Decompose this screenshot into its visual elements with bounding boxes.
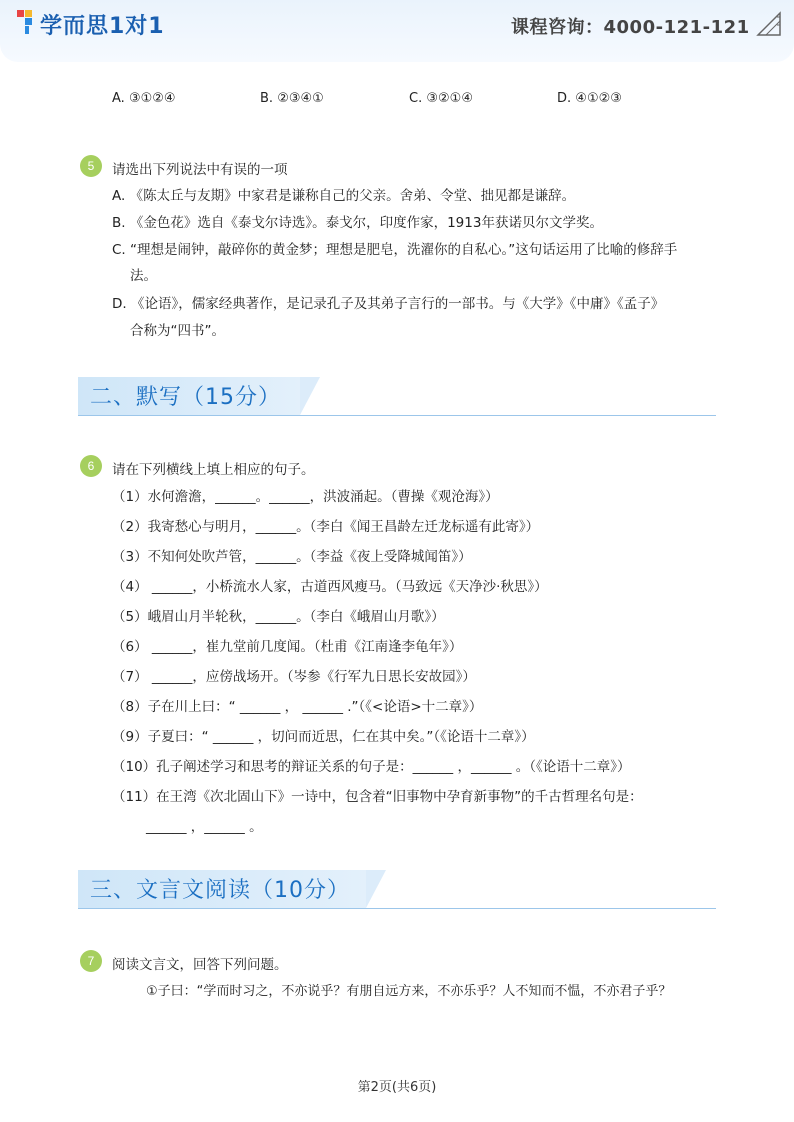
section-header-classical-reading	[78, 870, 716, 910]
section-header-dictation	[78, 377, 716, 417]
option-value: ④①②③	[575, 91, 622, 106]
option-value: ②③④①	[277, 91, 324, 106]
hotline-text: 课程咨询：4000-121-121	[511, 17, 750, 38]
option-value: ③②①④	[426, 91, 473, 106]
option-label: A.	[112, 91, 125, 106]
question-title: 请在下列横线上填上相应的句子。	[112, 462, 315, 478]
question-title: 请选出下列说法中有误的一项	[112, 162, 288, 178]
option-label: B.	[260, 91, 274, 106]
question-number-badge: 7	[80, 950, 102, 972]
section-band-corner	[366, 870, 386, 908]
q5-option-a: A. 《陈太丘与友期》中家君是谦称自己的父亲。舍弟、令堂、拙见都是谦辞。	[112, 188, 576, 204]
fill-line-5: （5）峨眉山月半轮秋，______。（李白《峨眉山月歌》）	[112, 609, 445, 625]
ruler-triangle-icon	[756, 11, 782, 37]
section-band-corner	[300, 377, 320, 415]
page-number: 第2页(共6页)	[357, 1080, 437, 1095]
fill-line-11-blanks: ______ ，______ 。	[146, 819, 263, 835]
fill-line-10: （10）孔子阐述学习和思考的辩证关系的句子是：______ ，______ 。（《论语十二章》）	[112, 759, 631, 775]
fill-line-11: （11）在王湾《次北固山下》一诗中，包含着“旧事物中孕育新事物”的千古哲理名句是：	[112, 789, 643, 805]
q5-option-d: D. 《论语》，儒家经典著作，是记录孔子及其弟子言行的一部书。与《大学》《中庸》《孟子》	[112, 296, 665, 312]
question-title: 阅读文言文，回答下列问题。	[112, 957, 288, 973]
q5-option-c-cont: 法。	[130, 268, 157, 284]
option-label: C.	[409, 91, 423, 106]
section-rule	[78, 908, 716, 909]
option-label: D.	[557, 91, 572, 106]
fill-line-7: （7） ______，应傍战场开。（岑参《行军九日思长安故园》）	[112, 669, 476, 685]
option-c	[409, 91, 473, 106]
q5-option-d-cont: 合称为“四书”。	[130, 323, 225, 339]
fill-line-6: （6） ______，崔九堂前几度闻。（杜甫《江南逢李龟年》）	[112, 639, 463, 655]
page-header	[0, 0, 794, 62]
fill-line-4: （4） ______，小桥流水人家，古道西风瘦马。（马致远《天净沙·秋思》）	[112, 579, 548, 595]
question-number-badge: 6	[80, 455, 102, 477]
classical-text-line: ①子曰：“学而时习之，不亦说乎？有朋自远方来，不亦乐乎？人不知而不愠，不亦君子乎？	[146, 984, 672, 999]
option-a	[112, 91, 176, 106]
section-title: 二、默写（15分）	[90, 385, 281, 410]
option-b	[260, 91, 324, 106]
fill-line-9: （9）子夏曰：“ ______ ，切问而近思，仁在其中矣。”（《论语十二章》）	[112, 729, 535, 745]
brand-name: 学而思1对1	[40, 14, 165, 39]
brand-logo-icon	[14, 8, 36, 36]
fill-line-2: （2）我寄愁心与明月，______。（李白《闻王昌龄左迁龙标遥有此寄》）	[112, 519, 540, 535]
section-title: 三、文言文阅读（10分）	[90, 878, 350, 903]
q5-option-c: C. “理想是闹钟，敲碎你的黄金梦；理想是肥皂，洗濯你的自私心。”这句话运用了比喻的修辞手	[112, 242, 678, 258]
option-d	[557, 91, 622, 106]
section-rule	[78, 415, 716, 416]
fill-line-3: （3）不知何处吹芦管，______。（李益《夜上受降城闻笛》）	[112, 549, 472, 565]
question-number-badge: 5	[80, 155, 102, 177]
option-value: ③①②④	[128, 91, 176, 106]
fill-line-1: （1）水何澹澹，______。______，洪波涌起。（曹操《观沧海》）	[112, 489, 499, 505]
q5-option-b: B. 《金色花》选自《泰戈尔诗选》。泰戈尔，印度作家，1913年获诺贝尔文学奖。	[112, 215, 603, 231]
fill-line-8: （8）子在川上曰：“ ______ ， ______ .”（《<论语>十二章》）	[112, 699, 483, 715]
